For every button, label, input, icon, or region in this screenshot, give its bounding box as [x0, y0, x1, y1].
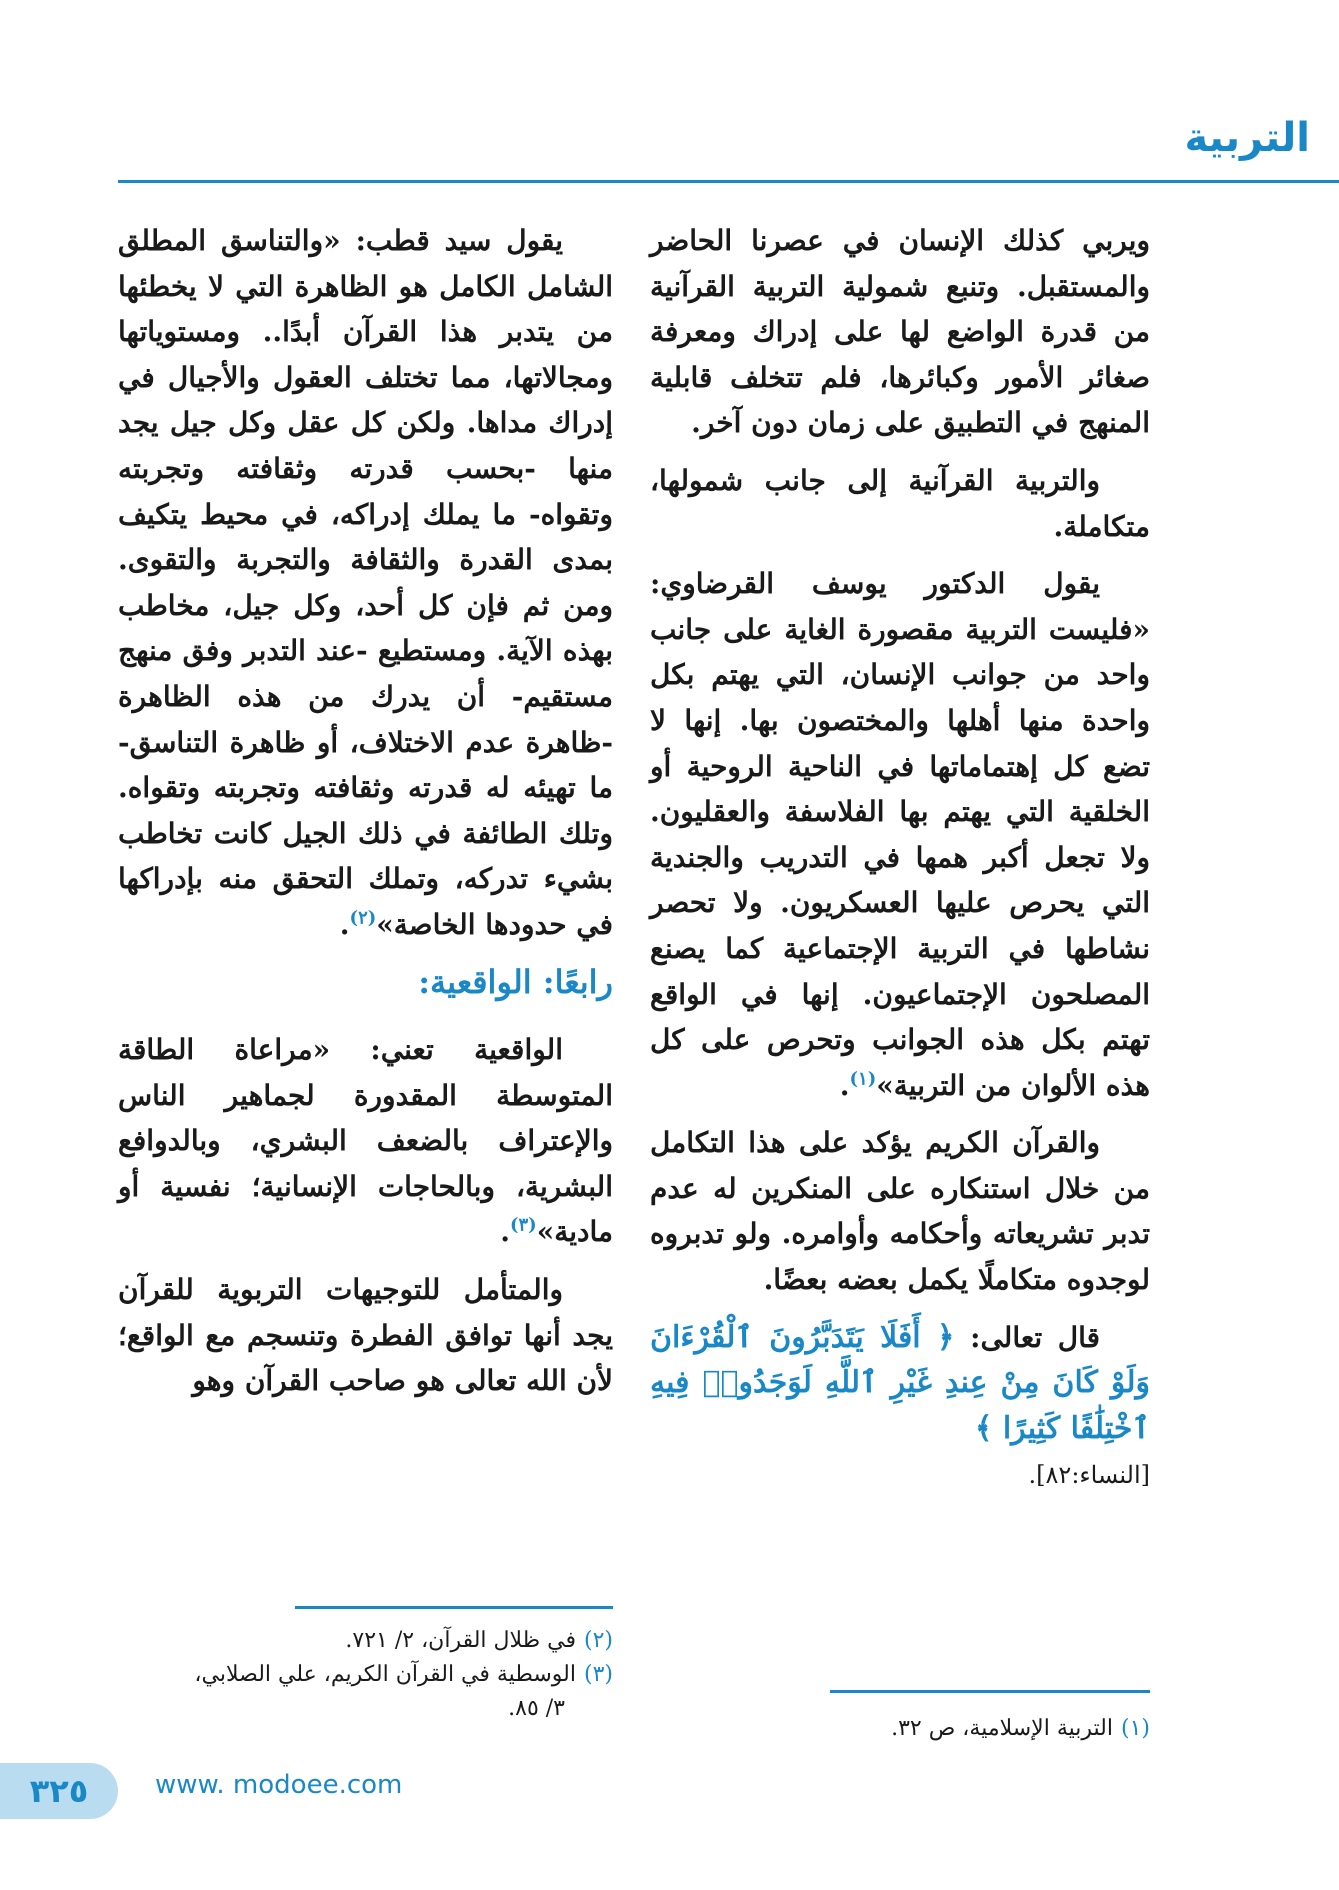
footnote-number: (٢)	[583, 1628, 613, 1653]
paragraph: يقول سيد قطب: «والتناسق المطلق الشامل الكامل هو الظاهرة التي لا يخطئها من يتدبر هذا القرآن أبدًا.. ومستوياتها ومجالاتها، مما تختلف العقول والأجيال في إدراك مداها. ولكن كل عقل وكل جيل يجد منها -بحسب قدرته وثقافته وتجربته وتقواه- ما يملك إدراكه، في محيط يتكيف بمدى القدرة والثقافة والتجربة والتقوى. ومن ثم فإن كل أحد، وكل جيل، مخاطب بهذه الآية. ومستطيع -عند التدبر وفق منهج مستقيم- أن يدرك من هذه الظاهرة -ظاهرة عدم الاختلاف، أو ظاهرة التناسق- ما تهيئه له قدرته وثقافته وتجربته وتقواه. وتلك الطائفة في ذلك الجيل كانت تخاطب بشيء تدركه، وتملك التحقق منه بإدراكها في حدودها الخاصة»$^{(٢)}$.	[118, 224, 613, 941]
paragraph-text: الواقعية تعني: «مراعاة الطاقة المتوسطة المقدورة لجماهير الناس والإعتراف بالضعف البشري، وبالدوافع البشرية، وبالحاجات الإنسانية؛ نفسية أو مادية»	[118, 1033, 613, 1249]
paragraph: يقول الدكتور يوسف القرضاوي: «فليست التربية مقصورة الغاية على جانب واحد من جوانب الإنسان، التي يهتم بكل واحدة منها أهلها والمختصون بها. إنها لا تضع كل إهتماماتها في الناحية الروحية أو الخلقية التي يهتم بها الفلاسفة والعقليون. ولا تجعل أكبر همها في التدريب والجندية التي يحرص عليها العسكريون. ولا تحصر نشاطها في التربية الإجتماعية كما يصنع المصلحون الإجتماعيون. إنها في الواقع تهتم بكل هذه الجوانب وتحرص على كل هذه الألوان من التربية»$^{(١)}$.	[650, 567, 1150, 1102]
footnote-continuation: ٣/ ٨٥.	[508, 1696, 565, 1721]
quote-body: «والتناسق المطلق الشامل الكامل هو الظاهرة التي لا يخطئها من يتدبر هذا القرآن أبدًا.. ومستوياتها ومجالاتها، مما تختلف العقول والأجيال في إدراك مداها. ولكن كل عقل وكل جيل يجد منها -بحسب قدرته وثقافته وتجربته وتقواه- ما يملك إدراكه، في محيط يتكيف بمدى القدرة والثقافة والتجربة والتقوى. ومن ثم فإن كل أحد، وكل جيل، مخاطب بهذه الآية. ومستطيع -عند التدبر وفق منهج مستقيم- أن يدرك من هذه الظاهرة -ظاهرة عدم الاختلاف، أو ظاهرة التناسق- ما تهيئه له قدرته وثقافته وتجربته وتقواه. وتلك الطائفة في ذلك الجيل كانت تخاطب بشيء تدركه، وتملك التحقق منه بإدراكها في حدودها الخاصة»	[118, 224, 613, 941]
website-link[interactable]: www. modoee.com	[155, 1770, 403, 1800]
footnote-rule	[295, 1606, 613, 1609]
footnote-text: التربية الإسلامية، ص ٣٢.	[891, 1716, 1113, 1741]
footnote-ref[interactable]: (٢)	[349, 907, 377, 929]
footnote-ref[interactable]: (١)	[849, 1068, 877, 1090]
paragraph: والتربية القرآنية إلى جانب شمولها، متكاملة.	[650, 463, 1150, 543]
quran-citation: [النساء:٨٢].	[1028, 1461, 1150, 1490]
quran-verse: ﴿ أَفَلَا يَتَدَبَّرُونَ ٱلْقُرْءَانَ وَلَوْ كَانَ مِنْ عِندِ غَيْرِ ٱللَّهِ لَوَجَدُوا۟ فِيهِ ٱخْتِلَٰفًا كَثِيرًا ﴾	[650, 1319, 1150, 1446]
paragraph: والمتأمل للتوجيهات التربوية للقرآن يجد أنها توافق الفطرة وتنسجم مع الواقع؛ لأن الله تعالى هو صاحب القرآن وهو	[118, 1273, 613, 1398]
paragraph	[650, 1315, 1150, 1499]
footnote-number: (١)	[1120, 1716, 1150, 1741]
footnotes-right	[650, 1712, 1150, 1746]
footnote	[118, 1658, 613, 1692]
header-rule	[118, 180, 1339, 183]
verse-lead: قال تعالى:	[970, 1320, 1100, 1354]
footnote-text: في ظلال القرآن، ٢/ ٧٢١.	[345, 1628, 576, 1653]
footnote-text: الوسطية في القرآن الكريم، علي الصلابي،	[194, 1662, 576, 1687]
paragraph: والقرآن الكريم يؤكد على هذا التكامل من خلال استنكاره على المنكرين له عدم تدبر تشريعاته وأحكامه وأوامره. ولو تدبروه لوجدوه متكاملًا يكمل بعضه بعضًا.	[650, 1126, 1150, 1297]
paragraph: ويربي كذلك الإنسان في عصرنا الحاضر والمستقبل. وتنبع شمولية التربية القرآنية من قدرة الواضع لها على إدراك ومعرفة صغائر الأمور وكبائرها، فلم تتخلف قابلية المنهج في التطبيق على زمان دون آخر.	[650, 224, 1150, 440]
page-number: ٣٢٥	[29, 1772, 89, 1810]
running-header-title: التربية	[1184, 115, 1310, 161]
section-heading: رابعًا: الواقعية:	[418, 962, 613, 1001]
page-number-badge	[0, 1763, 118, 1819]
footnote	[650, 1712, 1150, 1746]
left-column	[118, 218, 613, 1416]
quote-lead: يقول الدكتور يوسف القرضاوي:	[650, 567, 1100, 601]
footnotes-left	[118, 1624, 613, 1726]
paragraph: الواقعية تعني: «مراعاة الطاقة المتوسطة المقدورة لجماهير الناس والإعتراف بالضعف البشري، وبالدوافع البشرية، وبالحاجات الإنسانية؛ نفسية أو مادية»$^{(٣)}$.	[118, 1033, 613, 1249]
quote-body: «فليست التربية مقصورة الغاية على جانب واحد من جوانب الإنسان، التي يهتم بكل واحدة منها أهلها والمختصون بها. إنها لا تضع كل إهتماماتها في الناحية الروحية أو الخلقية التي يهتم بها الفلاسفة والعقليون. ولا تجعل أكبر همها في التدريب والجندية التي يحرص عليها العسكريون. ولا تحصر نشاطها في التربية الإجتماعية كما يصنع المصلحون الإجتماعيون. إنها في الواقع تهتم بكل هذه الجوانب وتحرص على كل هذه الألوان من التربية»	[650, 612, 1150, 1102]
footnote-number: (٣)	[583, 1662, 613, 1687]
quote-lead: يقول سيد قطب:	[355, 224, 563, 257]
footnote-rule	[830, 1690, 1150, 1693]
footnote-ref[interactable]: (٣)	[509, 1215, 537, 1237]
footnote	[118, 1624, 613, 1658]
right-column	[650, 218, 1150, 1511]
